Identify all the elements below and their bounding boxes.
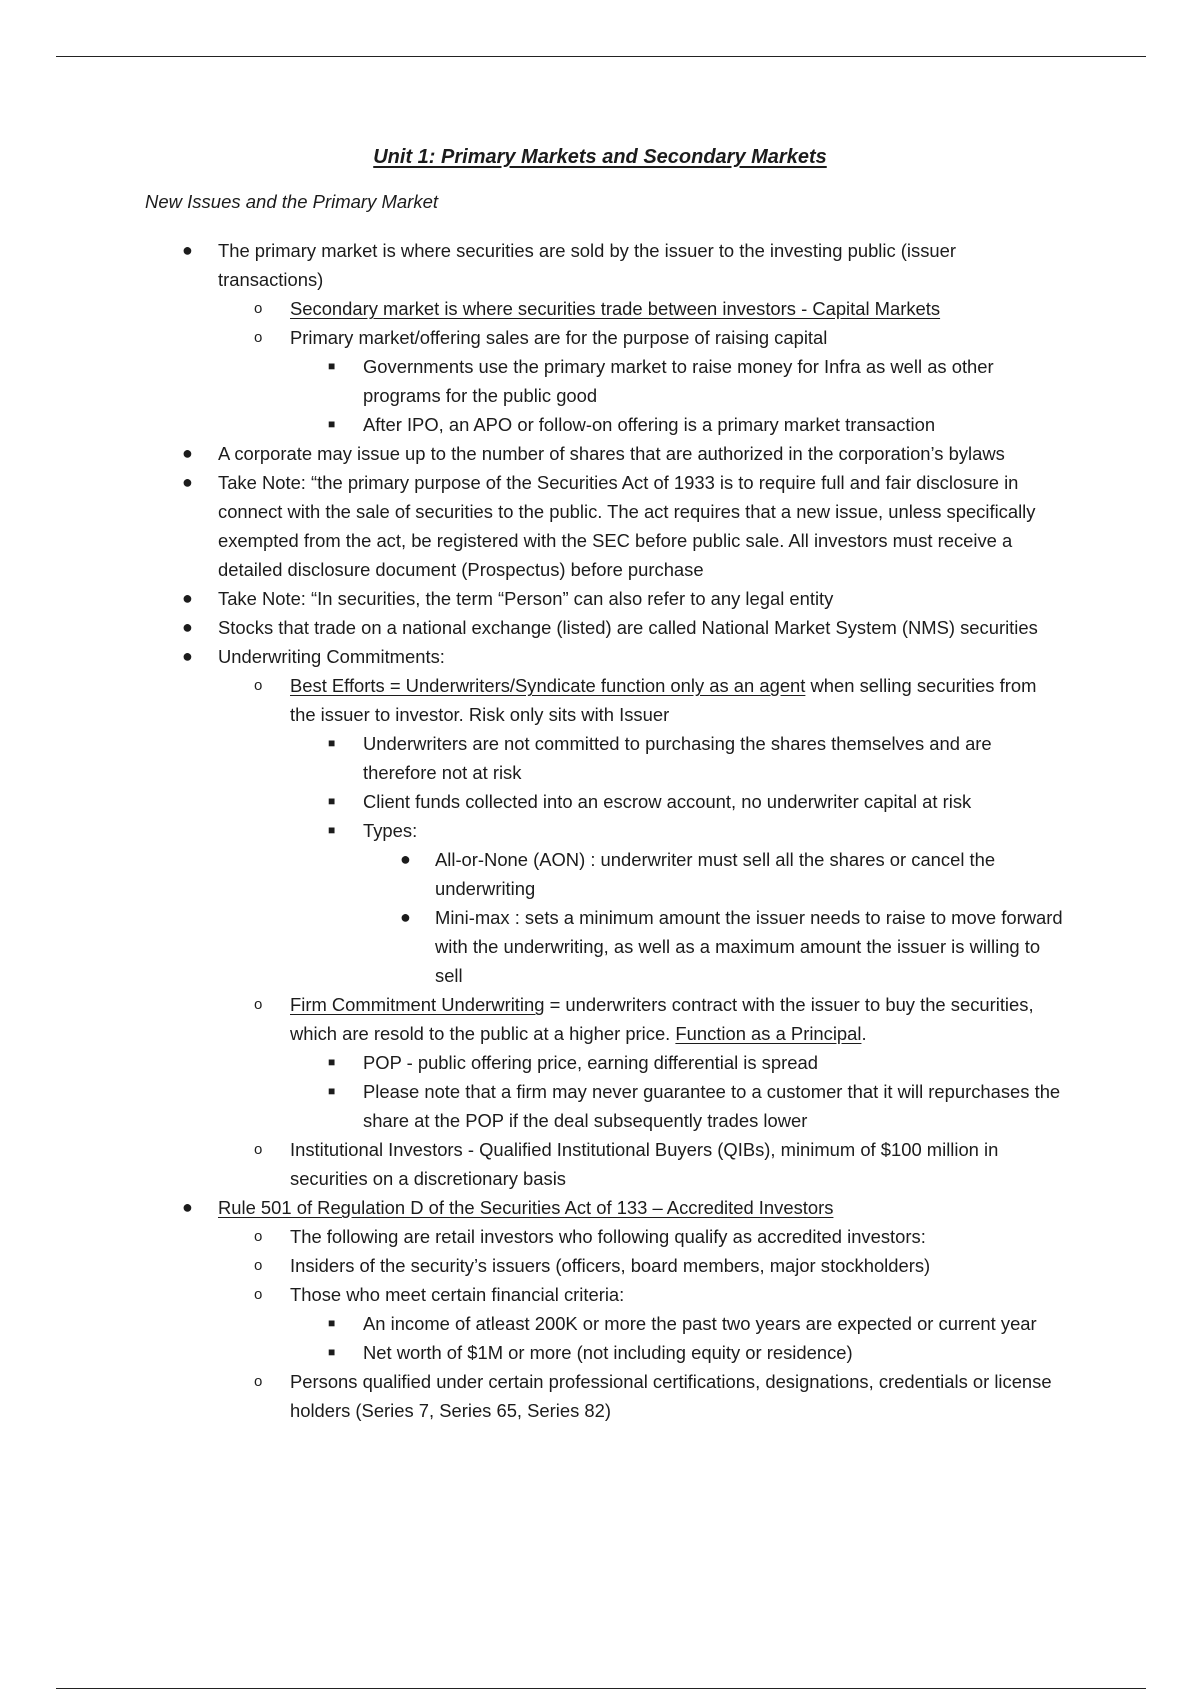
list-item-text: Governments use the primary market to raise money for Infra as well as other programs for the public good: [363, 356, 994, 406]
list-item-text: Underwriting Commitments:: [218, 646, 445, 667]
bullet-marker: ●: [182, 1197, 193, 1217]
list-item-level-2: [0, 990, 1060, 1048]
list-item-level-3: [0, 816, 1063, 845]
bullet-marker: o: [254, 996, 263, 1013]
underlined-text: Best Efforts = Underwriters/Syndicate function only as an agent: [290, 675, 806, 696]
list-item-level-3: [0, 1309, 1063, 1338]
list-item-text: Primary market/offering sales are for the purpose of raising capital: [290, 327, 828, 348]
bullet-marker: ●: [182, 240, 193, 260]
underlined-text: Function as a Principal: [675, 1023, 862, 1044]
list-item-text: = underwriters contract with the issuer to buy the securities, which are resold to the public at a higher price.: [290, 994, 1034, 1044]
list-item-text: .: [861, 1023, 867, 1044]
list-item-text: After IPO, an APO or follow-on offering is a primary market transaction: [363, 414, 936, 435]
list-item-level-3: [0, 1048, 1063, 1077]
list-item-level-2: [0, 1280, 1060, 1309]
list-item-level-1: [0, 613, 1058, 642]
list-item-text: Take Note: “the primary purpose of the Securities Act of 1933 is to require full and fair disclosure in connect with the sale of securities to the public. The act requires that a new issue, unless specifically exempted from the act, be registered with the SEC before public sale. All investors must receive a detailed disclosure document (Prospectus) before purchase: [218, 472, 1036, 580]
list-item-text: when selling securities from the issuer to investor. Risk only sits with Issuer: [290, 675, 1037, 725]
list-item-text: An income of atleast 200K or more the past two years are expected or current year: [363, 1313, 1037, 1334]
list-item-level-2: [0, 671, 1060, 729]
bullet-marker: ●: [400, 907, 411, 927]
list-item-level-3: [0, 729, 1063, 787]
list-item-level-3: [0, 352, 1063, 410]
bullet-marker: ●: [182, 443, 193, 463]
bullet-marker: ●: [182, 617, 193, 637]
list-item-text: Net worth of $1M or more (not including equity or residence): [363, 1342, 853, 1363]
bullet-marker: o: [254, 1257, 263, 1274]
bullet-marker: ■: [328, 1055, 336, 1069]
list-item-level-1: [0, 1193, 1058, 1222]
list-item-text: Institutional Investors - Qualified Institutional Buyers (QIBs), minimum of $100 million in securities on a discretionary basis: [290, 1139, 999, 1189]
bullet-marker: o: [254, 677, 263, 694]
bullet-marker: ■: [328, 1316, 336, 1330]
bullet-marker: ■: [328, 736, 336, 750]
bullet-marker: ●: [182, 646, 193, 666]
list-item-level-4: [0, 903, 1065, 990]
list-item-level-4: [0, 845, 1065, 903]
list-item-level-3: [0, 1077, 1063, 1135]
list-item-text: Underwriters are not committed to purchasing the shares themselves and are therefore not at risk: [363, 733, 992, 783]
bullet-marker: o: [254, 1228, 263, 1245]
page-title: Unit 1: Primary Markets and Secondary Markets: [373, 146, 827, 168]
list-item-text: The following are retail investors who following qualify as accredited investors:: [290, 1226, 926, 1247]
list-item-level-3: [0, 1338, 1063, 1367]
list-item-text: Those who meet certain financial criteria:: [290, 1284, 625, 1305]
list-item-level-2: [0, 1222, 1060, 1251]
list-item-level-2: [0, 323, 1060, 352]
bottom-rule: [56, 1688, 1146, 1689]
underlined-text: Rule 501 of Regulation D of the Securities Act of 133 – Accredited Investors: [218, 1197, 834, 1218]
list-item-text: A corporate may issue up to the number of shares that are authorized in the corporation’s bylaws: [218, 443, 1005, 464]
bullet-marker: ●: [182, 588, 193, 608]
list-item-text: All-or-None (AON) : underwriter must sell all the shares or cancel the underwriting: [435, 849, 996, 899]
list-item-text: Mini-max : sets a minimum amount the issuer needs to raise to move forward with the underwriting, as well as a maximum amount the issuer is willing to sell: [435, 907, 1063, 986]
list-item-text: The primary market is where securities are sold by the issuer to the investing public (issuer transactions): [218, 240, 956, 290]
list-item-text: Persons qualified under certain professional certifications, designations, credentials or license holders (Series 7, Series 65, Series 82): [290, 1371, 1052, 1421]
bullet-marker: ■: [328, 1084, 336, 1098]
notes-list: [0, 236, 1200, 1425]
bullet-marker: ●: [400, 849, 411, 869]
list-item-text: Take Note: “In securities, the term “Person” can also refer to any legal entity: [218, 588, 834, 609]
section-subtitle: New Issues and the Primary Market: [145, 191, 439, 212]
bullet-marker: ■: [328, 1345, 336, 1359]
list-item-level-3: [0, 410, 1063, 439]
bullet-marker: o: [254, 1373, 263, 1390]
list-item-text: Please note that a firm may never guarantee to a customer that it will repurchases the share at the POP if the deal subsequently trades lower: [363, 1081, 1061, 1131]
bullet-marker: o: [254, 300, 263, 317]
list-item-text: Stocks that trade on a national exchange (listed) are called National Market System (NMS) securities: [218, 617, 1038, 638]
list-item-level-1: [0, 642, 1058, 671]
underlined-text: Firm Commitment Underwriting: [290, 994, 545, 1015]
list-item-level-2: [0, 1135, 1060, 1193]
bullet-marker: ■: [328, 417, 336, 431]
list-item-text: Client funds collected into an escrow account, no underwriter capital at risk: [363, 791, 972, 812]
list-item-level-2: [0, 1251, 1060, 1280]
bullet-marker: ■: [328, 359, 336, 373]
bullet-marker: ●: [182, 472, 193, 492]
top-rule: [56, 56, 1146, 57]
list-item-text: Types:: [363, 820, 418, 841]
bullet-marker: ■: [328, 794, 336, 808]
list-item-level-2: [0, 294, 1060, 323]
list-item-level-1: [0, 468, 1058, 584]
list-item-level-2: [0, 1367, 1060, 1425]
list-item-level-3: [0, 787, 1063, 816]
list-item-level-1: [0, 236, 1058, 294]
list-item-level-1: [0, 439, 1058, 468]
bullet-marker: ■: [328, 823, 336, 837]
list-item-text: Insiders of the security’s issuers (officers, board members, major stockholders): [290, 1255, 931, 1276]
bullet-marker: o: [254, 1286, 263, 1303]
underlined-text: Secondary market is where securities trade between investors - Capital Markets: [290, 298, 941, 319]
bullet-marker: o: [254, 329, 263, 346]
list-item-level-1: [0, 584, 1058, 613]
bullet-marker: o: [254, 1141, 263, 1158]
list-item-text: POP - public offering price, earning differential is spread: [363, 1052, 818, 1073]
